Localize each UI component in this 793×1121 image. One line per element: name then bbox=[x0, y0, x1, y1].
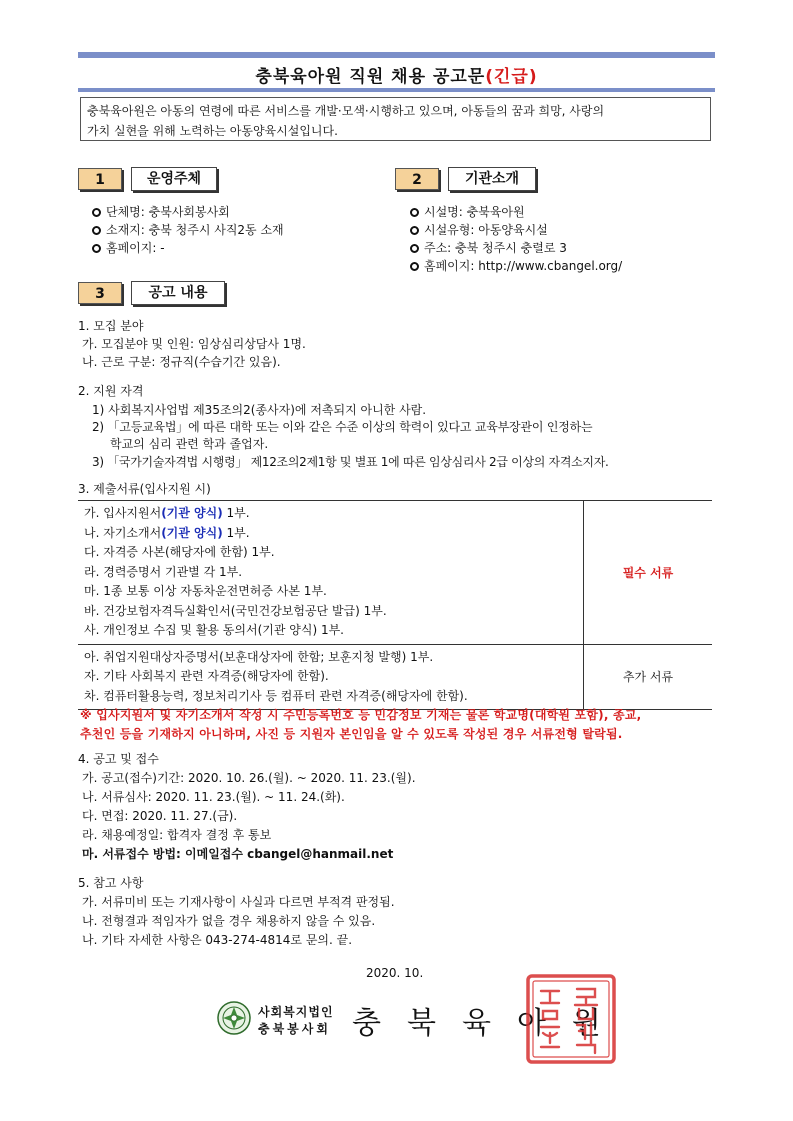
intro-line-2: 가치 실현을 위해 노력하는 아동양육시설입니다. bbox=[87, 124, 338, 138]
list-item: 시설명: 충북육아원 bbox=[410, 203, 622, 221]
qualification-heading: 2. 지원 자격 bbox=[78, 384, 144, 398]
circle-bullet-icon bbox=[410, 262, 419, 271]
circle-bullet-icon bbox=[92, 244, 101, 253]
recruit-field: 가. 모집분야 및 인원: 임상심리상담사 1명. bbox=[82, 337, 306, 351]
list-item: 가. 입사지원서(기관 양식) 1부. bbox=[84, 506, 250, 520]
qualification-3: 3) 「국가기술자격법 시행령」 제12조의2제1항 및 별표 1에 따른 임상심리사 2급 이상의 자격소지자. bbox=[92, 455, 609, 469]
schedule-heading: 4. 공고 및 접수 bbox=[78, 752, 159, 766]
notes-heading: 5. 참고 사항 bbox=[78, 876, 144, 890]
qualification-2-cont: 학교의 심리 관련 학과 졸업자. bbox=[110, 437, 269, 451]
org-line-1: 사회복지법인 bbox=[258, 1005, 334, 1019]
schedule-submission-method: 마. 서류접수 방법: 이메일접수 cbangel@hanmail.net bbox=[82, 847, 394, 861]
title-urgent-tag: (긴급) bbox=[485, 67, 538, 87]
warning-line-2: 추천인 등을 기재하지 아니하며, 사진 등 지원자 본인임을 알 수 있도록 작성된 경우 서류전형 탈락됨. bbox=[80, 727, 623, 741]
list-item: 사. 개인정보 수집 및 활용 동의서(기관 양식) 1부. bbox=[84, 623, 344, 637]
circle-bullet-icon bbox=[410, 226, 419, 235]
required-documents-cell bbox=[78, 501, 584, 645]
list-item: 마. 1종 보통 이상 자동차운전면허증 사본 1부. bbox=[84, 584, 327, 598]
circle-bullet-icon bbox=[410, 208, 419, 217]
list-item: 다. 자격증 사본(해당자에 한함) 1부. bbox=[84, 545, 275, 559]
circle-bullet-icon bbox=[92, 208, 101, 217]
organization-emblem-icon bbox=[216, 1000, 252, 1036]
section-3-title: 공고 내용 bbox=[131, 281, 225, 305]
notes-item-a: 가. 서류미비 또는 기재사항이 사실과 다르면 부적격 판정됨. bbox=[82, 895, 395, 909]
circle-bullet-icon bbox=[410, 244, 419, 253]
section-1-number: 1 bbox=[78, 168, 122, 190]
notes-item-c: 나. 기타 자세한 사항은 043-274-4814로 문의. 끝. bbox=[82, 933, 353, 947]
page-title bbox=[78, 62, 715, 87]
notes-item-b: 나. 전형결과 적임자가 없을 경우 채용하지 않을 수 있음. bbox=[82, 914, 376, 928]
list-item: 주소: 충북 청주시 충렬로 3 bbox=[410, 239, 622, 257]
qualification-1: 1) 사회복지사업법 제35조의2(종사자)에 저촉되지 아니한 사람. bbox=[92, 403, 427, 417]
warning-line-1: ※ 입사지원서 및 자기소개서 작성 시 주민등록번호 등 민감정보 기재는 물론 학교명(대학원 포함), 종교, bbox=[80, 708, 642, 722]
list-item: 바. 건강보험자격득실확인서(국민건강보험공단 발급) 1부. bbox=[84, 603, 387, 618]
header-bottom-bar bbox=[78, 88, 715, 92]
additional-documents-cell bbox=[78, 644, 584, 710]
list-item: 차. 컴퓨터활용능력, 정보처리기사 등 컴퓨터 관련 자격증(해당자에 한함). bbox=[84, 688, 468, 703]
section-1-title: 운영주체 bbox=[131, 167, 217, 191]
header-top-bar bbox=[78, 52, 715, 58]
intro-line-1: 충북육아원은 아동의 연령에 따른 서비스를 개발·모색·시행하고 있으며, 아동들의 꿈과 희망, 사랑의 bbox=[87, 104, 605, 118]
org-line-2: 충북봉사회 bbox=[258, 1022, 331, 1036]
recruit-heading: 1. 모집 분야 bbox=[78, 319, 144, 333]
table-row bbox=[78, 501, 712, 645]
list-item: 홈페이지: - bbox=[92, 239, 284, 257]
additional-label: 추가 서류 bbox=[584, 644, 713, 710]
schedule-interview: 다. 면접: 2020. 11. 27.(금). bbox=[82, 809, 238, 823]
schedule-screening: 나. 서류심사: 2020. 11. 23.(월). ~ 11. 24.(화). bbox=[82, 790, 345, 804]
section-3-number: 3 bbox=[78, 282, 122, 304]
required-label: 필수 서류 bbox=[584, 501, 713, 645]
list-item: 자. 기타 사회복지 관련 자격증(해당자에 한함). bbox=[84, 669, 329, 683]
title-main: 충북육아원 직원 채용 공고문 bbox=[255, 67, 486, 87]
organization-name: 충북육아원 bbox=[352, 1006, 627, 1041]
list-item: 시설유형: 아동양육시설 bbox=[410, 221, 622, 239]
documents-table bbox=[78, 500, 712, 710]
table-row bbox=[78, 644, 712, 710]
list-item: 아. 취업지원대상자증명서(보훈대상자에 한함; 보훈지청 발행) 1부. bbox=[84, 649, 434, 664]
list-item: 단체명: 충북사회봉사회 bbox=[92, 203, 284, 221]
list-item: 나. 자기소개서(기관 양식) 1부. bbox=[84, 525, 250, 540]
list-item: 소재지: 충북 청주시 사직2동 소재 bbox=[92, 221, 284, 239]
section-2-title: 기관소개 bbox=[448, 167, 536, 191]
schedule-period: 가. 공고(접수)기간: 2020. 10. 26.(월). ~ 2020. 11. 23.(월). bbox=[82, 771, 416, 785]
documents-heading: 3. 제출서류(입사지원 시) bbox=[78, 482, 211, 496]
list-item: 홈페이지: http://www.cbangel.org/ bbox=[410, 257, 622, 275]
intro-box bbox=[80, 97, 711, 141]
circle-bullet-icon bbox=[92, 226, 101, 235]
list-item: 라. 경력증명서 기관별 각 1부. bbox=[84, 564, 243, 579]
section-1-list bbox=[92, 203, 284, 257]
section-2-number: 2 bbox=[395, 168, 439, 190]
section-2-list bbox=[410, 203, 622, 275]
schedule-hiring-date: 라. 채용예정일: 합격자 결정 후 통보 bbox=[82, 828, 272, 842]
warning-note bbox=[80, 706, 720, 744]
qualification-2: 2) 「고등교육법」에 따른 대학 또는 이와 같은 수준 이상의 학력이 있다고 교육부장관이 인정하는 bbox=[92, 420, 593, 434]
document-date: 2020. 10. bbox=[366, 966, 424, 980]
recruit-type: 나. 근로 구분: 정규직(수습기간 있음). bbox=[82, 355, 281, 369]
official-seal-stamp-icon bbox=[525, 973, 617, 1065]
